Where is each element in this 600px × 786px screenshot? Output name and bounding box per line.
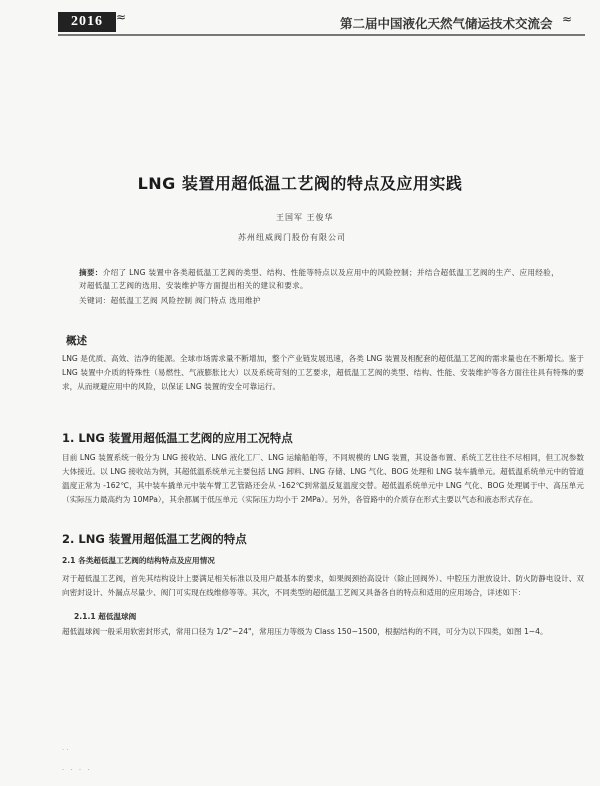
keywords-text: 超低温工艺阀 风险控制 阀门特点 选用维护	[110, 296, 261, 305]
abstract-label: 摘要：	[79, 268, 103, 277]
section-heading-1: 1. LNG 装置用超低温工艺阀的应用工况特点	[62, 431, 293, 445]
affiliation: 苏州纽威阀门股份有限公司	[238, 233, 346, 242]
decorative-mark-right: ≈	[562, 12, 573, 26]
subsection-2-1-paragraph: 对于超低温工艺阀，首先其结构设计上要满足相关标准以及用户最基本的要求，如果阀颈抬高设计（除止回阀外）、中腔压力泄放设计、防火防静电设计、双向密封设计、外漏点尽量少、阀门可实现在线维修等等。其次，不同类型的超低温工艺阀又具备各自的特点和适用的应用场合，详述如下：	[62, 574, 584, 597]
header-divider	[58, 34, 585, 36]
overview-paragraph: LNG 是优质、高效、洁净的能源。全球市场需求量不断增加，整个产业链发展迅速，各类 LNG 装置及相配套的超低温工艺阀的需求量也在不断增长。鉴于 LNG 装置中介质的特殊性（易燃性、气液膨胀比大）以及系统苛刻的工艺要求，超低温工艺阀的类型、结构、性能、安装维护等各方面往往具有特殊的要求，从而规避应用中的风险，以保证 LNG 装置的安全可靠运行。	[62, 354, 584, 391]
decorative-mark: ≈	[116, 10, 127, 24]
abstract-text: 介绍了 LNG 装置中各类超低温工艺阀的类型、结构、性能等特点以及应用中的风险控制；并结合超低温工艺阀的生产、应用经验，对超低温工艺阀的选用、安装维护等方面提出相关的建议和要求。	[79, 268, 559, 290]
keywords	[79, 295, 559, 306]
section-heading-2: 2. LNG 装置用超低温工艺阀的特点	[62, 532, 247, 546]
conference-title: 第二届中国液化天然气储运技术交流会	[340, 16, 553, 31]
footer-code: · · · ·	[62, 766, 92, 774]
section-heading-overview: 概述	[66, 335, 87, 347]
running-header	[0, 0, 600, 40]
year-badge: 2016	[58, 12, 116, 32]
subsection-heading-2-1: 2.1 各类超低温工艺阀的结构特点及应用情况	[62, 556, 215, 565]
footer-mark: · ·	[62, 746, 69, 754]
section-1-paragraph: 目前 LNG 装置系统一般分为 LNG 接收站、LNG 液化工厂、LNG 运输船舶等，不同规模的 LNG 装置，其设备布置、系统工艺往往不尽相同，但工况参数大体接近。以 LNG 接收站为例，其超低温系统单元主要包括 LNG 卸料、LNG 存储、LNG 气化、BOG 处理和 LNG 装车撬单元。超低温系统单元中的管道温度正常为 -162℃，其中装车撬单元中装车臂工艺管路还会从 -162℃到常温反复温度交替。超低温系统单元中 LNG 气化、BOG 处理属于中、高压单元（实际压力最高约为 10MPa），其余都属于低压单元（实际压力均小于 2MPa）。另外，各管路中的介质存在形式主要以气态和液态形式存在。	[62, 453, 584, 504]
paper-title: LNG 装置用超低温工艺阀的特点及应用实践	[137, 174, 463, 193]
abstract	[79, 266, 559, 292]
keywords-label: 关键词：	[79, 296, 111, 305]
subsection-heading-2-1-1: 2.1.1 超低温球阀	[74, 612, 137, 621]
subsection-2-1-1-paragraph: 超低温球阀一般采用软密封形式，常用口径为 1/2"~24"，常用压力等级为 Class 150~1500，根据结构的不同，可分为以下四类，如图 1~4。	[62, 627, 548, 636]
authors: 王国军 王俊华	[276, 213, 334, 222]
